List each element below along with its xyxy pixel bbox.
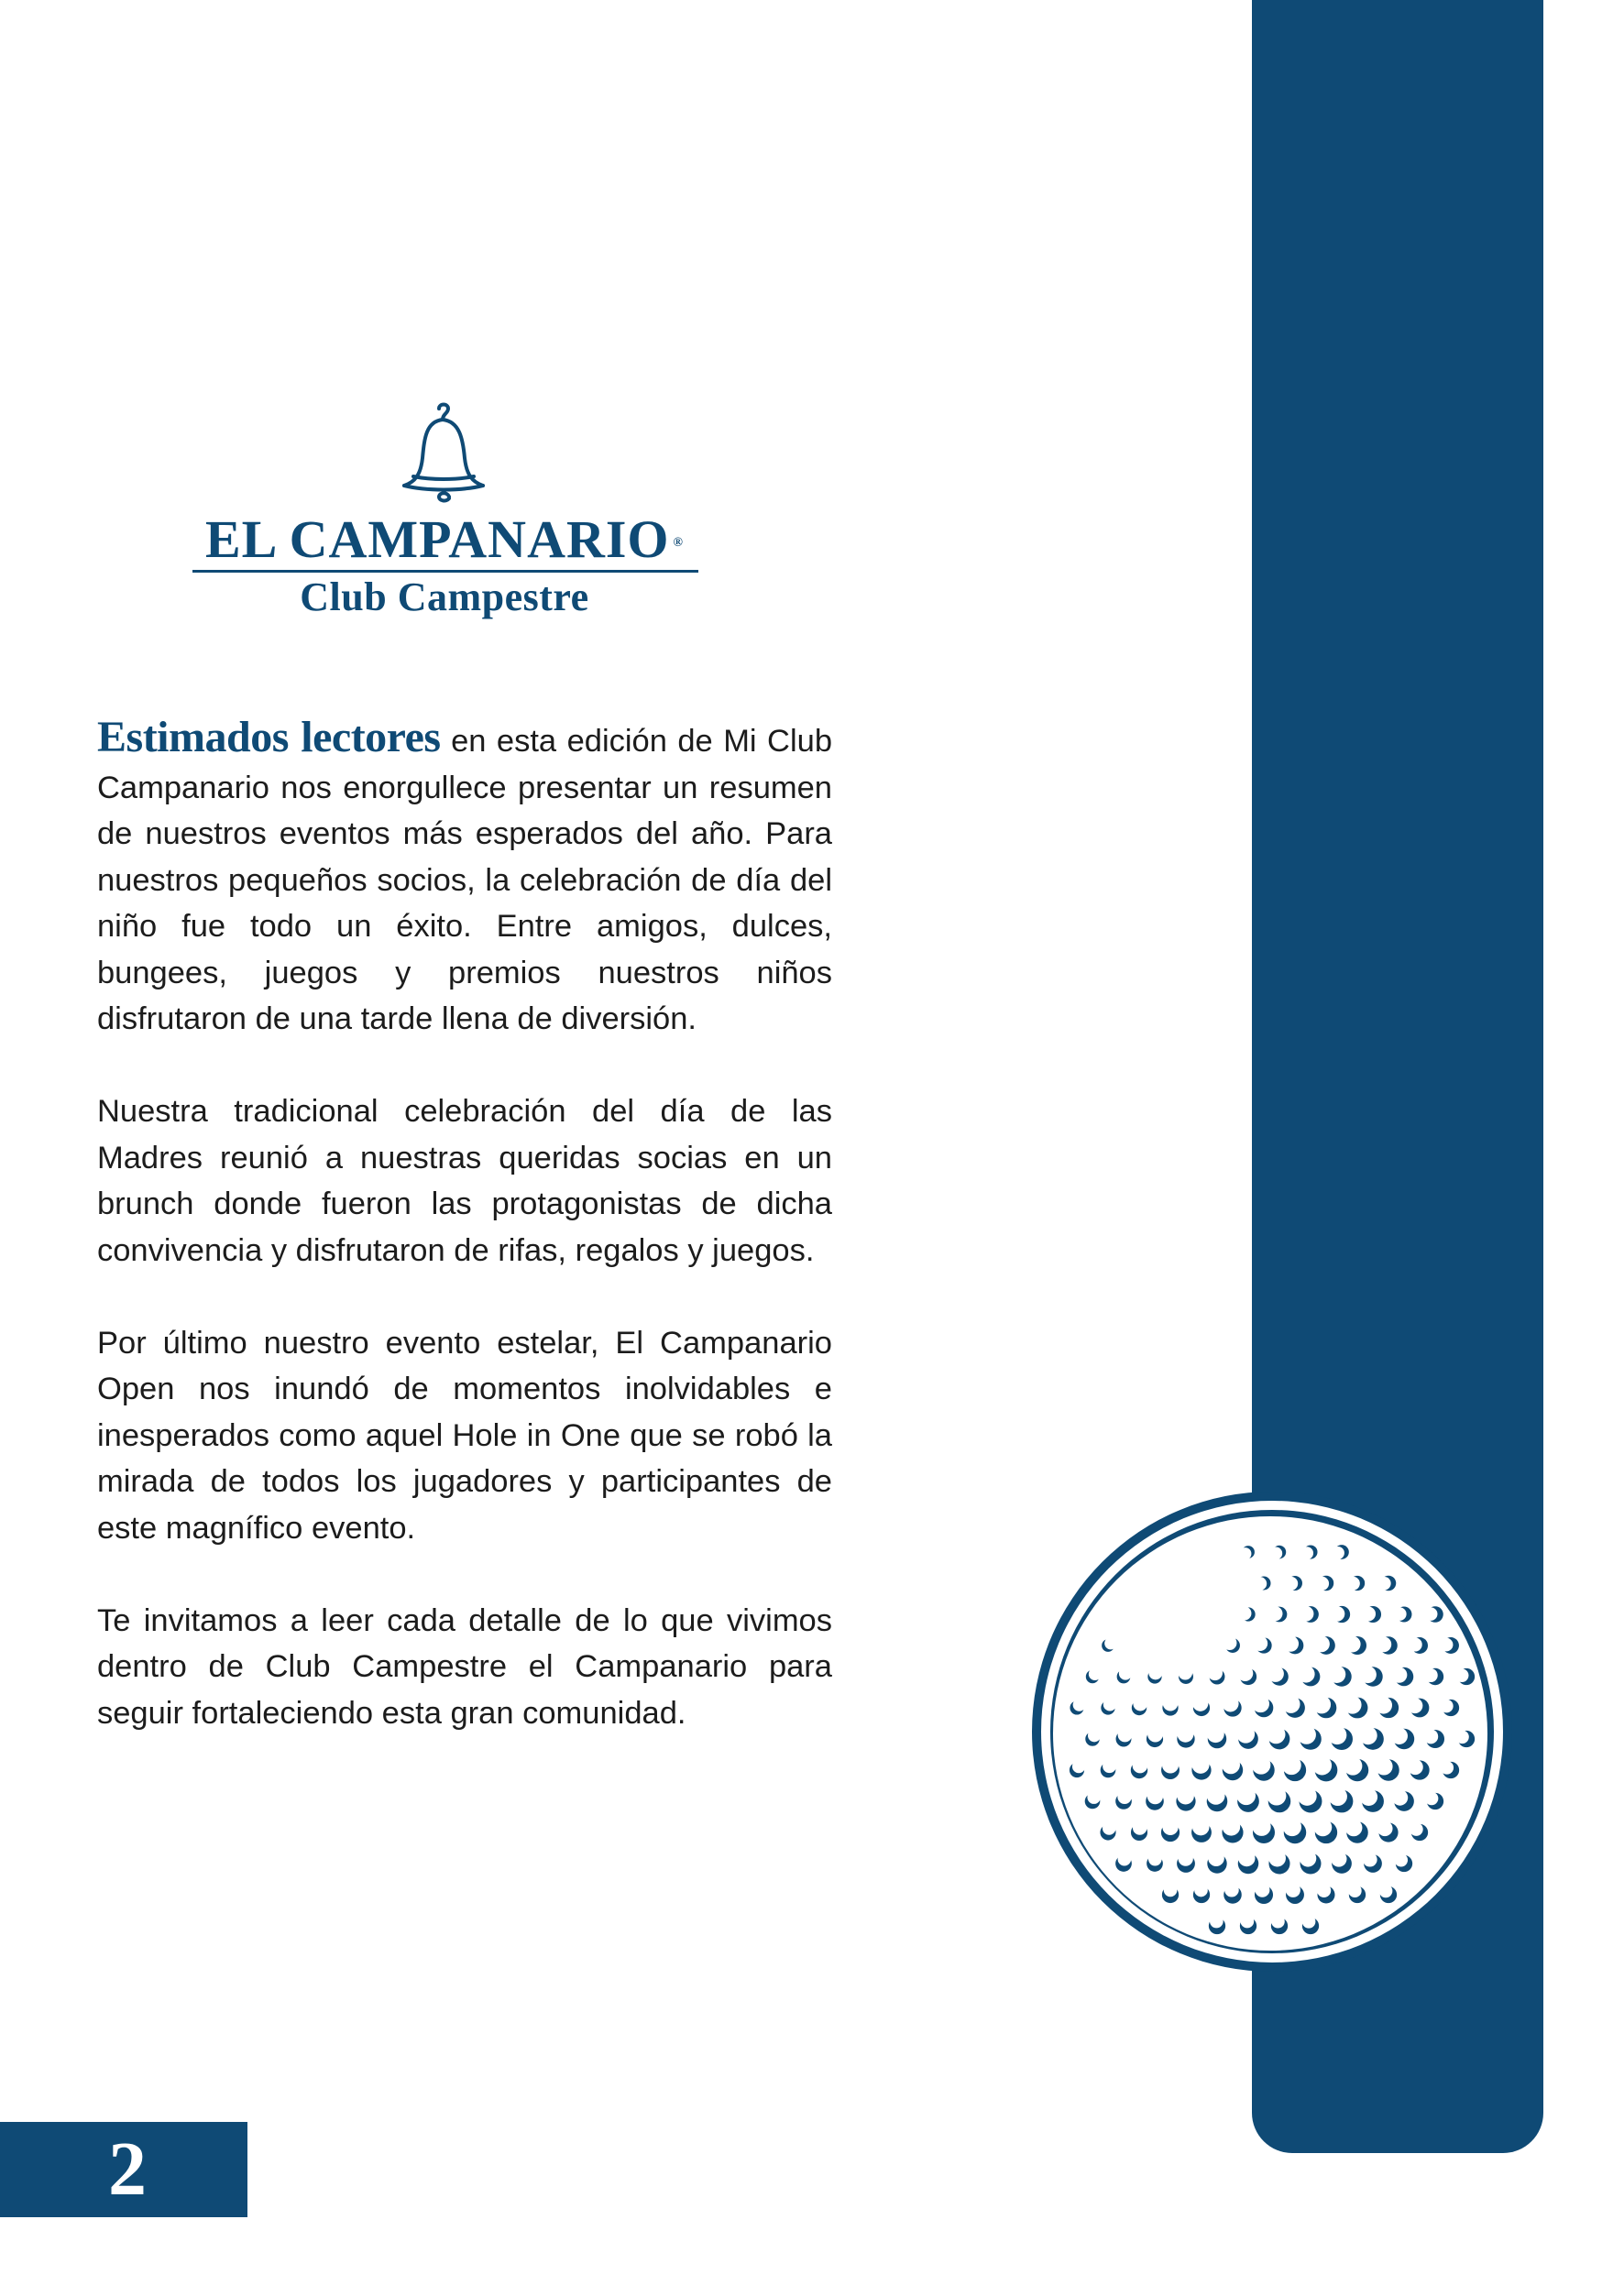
logo-divider [192, 570, 698, 573]
paragraph-1-text: en esta edición de Mi Club Campanario nos enorgullece presentar un resumen de nuestros eventos más esperados del año. Para nuestros pequeños socios, la celebración de día del niño fue todo un éxito. Entre amigos, dulces, bungees, juegos y premios nuestros niños disfrutaron de una tarde llena de diversión. [97, 724, 833, 1036]
club-subtitle: Club Campestre [300, 574, 589, 619]
lead-heading: Estimados lectores [97, 713, 441, 761]
page-number: 2 [108, 2127, 147, 2212]
paragraph-3: Por último nuestro evento estelar, El Campanario Open nos inundó de momentos inolvidables e inesperados como aquel Hole in One que se robó la mirada de todos los jugadores y participantes de este magnífico evento. [97, 1325, 832, 1546]
page-number-box [0, 2122, 247, 2217]
editorial-text [97, 715, 832, 1783]
paragraph-2: Nuestra tradicional celebración del día de las Madres reunió a nuestras queridas socias en un brunch donde fueron las protagonistas de dicha convivencia y disfrutaron de rifas, regalos y juegos. [97, 1094, 832, 1268]
club-name: EL CAMPANARIO ® [204, 509, 684, 569]
club-logo [183, 401, 706, 626]
paragraph-1 [97, 715, 832, 1043]
golf-ball-icon [1025, 1484, 1520, 1979]
paragraph-4: Te invitamos a leer cada detalle de lo que vivimos dentro de Club Campestre el Campanario para seguir fortaleciendo esta gran comunidad. [97, 1602, 832, 1731]
registered-mark: ® [673, 536, 684, 550]
bell-icon [399, 401, 490, 504]
